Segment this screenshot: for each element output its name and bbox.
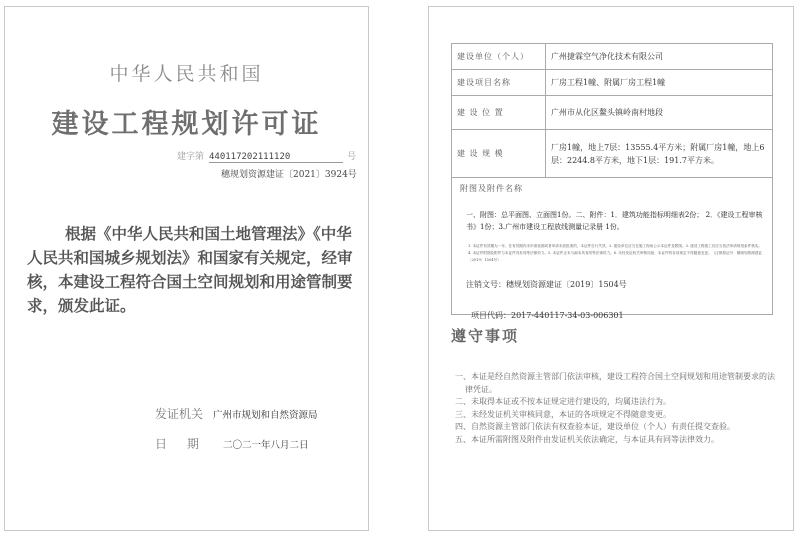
table-value-cell: 厂房工程1幢、附属厂房工程1幢	[546, 70, 773, 96]
project-code: 项目代码：2017-440117-34-03-006301	[471, 311, 624, 320]
list-item: 二、未取得本证或不按本证规定进行建设的，均属违法行为。	[455, 397, 671, 406]
list-item: 四、自然资源主管部门依法有权查验本证，建设单位（个人）有责任提交查验。	[455, 422, 735, 431]
certificate-body-text: 根据《中华人民共和国土地管理法》《中华人民共和国城乡规划法》和国家有关规定，经审核，本建设工程符合国土空间规划和用途管制要求，颁发此证。	[27, 225, 353, 315]
annex-items: 一、附图：总平面图、立面图1份。二、附件：1．建筑功能指标明细表2份； 2．《建设工程审核书》1份；3.广州市建设工程放线测量记录册 1份。	[466, 211, 763, 231]
table-value-cell: 厂房1幢，地上7层：13555.4平方米；附属厂房1幢，地上6层：2244.8平方米，地下1层：191.7平方米。	[546, 130, 773, 178]
table-row	[452, 70, 773, 96]
table-row	[452, 96, 773, 130]
notice-list	[455, 371, 777, 446]
issuer-label: 发证机关	[155, 407, 204, 421]
table-label-cell: 建 设 规 模	[452, 130, 546, 178]
cancellation-note: 注销文号：穗规划资源建证〔2019〕1504号	[466, 280, 627, 289]
issuer-row	[155, 405, 318, 422]
certificate-number: 440117202111120	[209, 152, 343, 163]
table-row	[452, 130, 773, 178]
list-item: 三、未经发证机关审核同意，本证的各项规定不得随意变更。	[455, 409, 671, 419]
date-row	[155, 435, 309, 452]
table-label-cell: 建 设 位 置	[452, 96, 546, 130]
annex-title: 附图及附件名称	[460, 184, 523, 193]
annex-box	[451, 177, 773, 315]
table-value-cell: 广州捷霖空气净化技术有限公司	[546, 44, 773, 70]
table-label-cell: 建设单位（个人）	[452, 44, 546, 70]
annex-fine-print: 1. 本证件有效期为一年，在有效期内未申请延期或者申请未获批准的，本证件自行失效。2. 建设单位应当在施工现场公示本证件及附图。3. 建设工程竣工后应当依法申请规划条件核实。4. 本证件附图及附件与本证件具有同等法律效力。5. 本证件正本与副本具有同等法律效力。6. 未经发证机关审核同意，本证件的各项规定不得随意变更。（注销原证号：穗规划资源建证〔2019〕1504号）	[468, 244, 763, 262]
list-item: 一、本证是经自然资源主管部门依法审核，建设工程符合国土空间规划和用途管制要求的法律凭证。	[455, 372, 775, 394]
issuer-value: 广州市规划和自然资源局	[213, 410, 318, 421]
date-label: 日期	[155, 437, 220, 451]
list-item: 五、本证所需附图及附件由发证机关依法确定，与本证具有同等法律效力。	[455, 434, 719, 444]
document-reference: 穗规划资源建证〔2021〕3924号	[221, 170, 357, 180]
table-value-cell: 广州市从化区鳌头镇岭南村地段	[546, 96, 773, 130]
certificate-number-suffix: 号	[347, 152, 357, 162]
issuing-country: 中华人民共和国	[109, 63, 264, 85]
certificate-number-row	[177, 149, 356, 163]
project-info-table	[451, 43, 773, 178]
certificate-front-page	[4, 6, 369, 531]
certificate-title: 建设工程规划许可证	[51, 109, 322, 140]
certificate-detail-page	[428, 6, 794, 531]
table-row	[452, 44, 773, 70]
table-label-cell: 建设项目名称	[452, 70, 546, 96]
certificate-number-prefix: 建字第	[177, 152, 205, 162]
notice-heading: 遵守事项	[451, 327, 520, 345]
date-value: 二〇二一年八月二日	[223, 440, 309, 451]
